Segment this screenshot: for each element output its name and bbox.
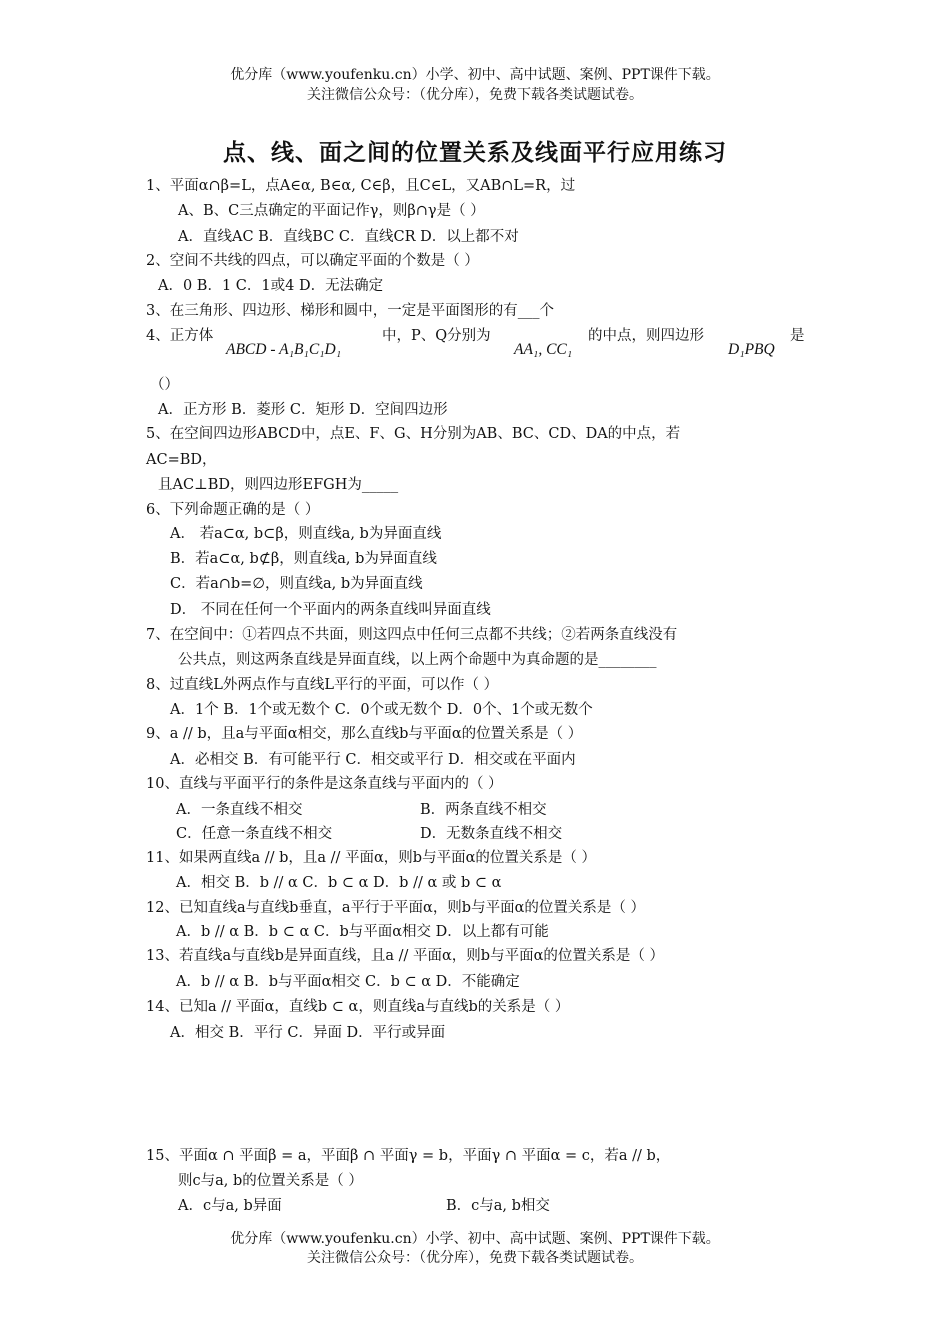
q4-math-edges: AA₁, CC₁ xyxy=(514,341,573,358)
q4-math-cube: ABCD - A₁B₁C₁D₁ xyxy=(226,341,342,358)
q11-text: 11、如果两直线a // b，且a // 平面α，则b与平面α的位置关系是（ ） xyxy=(146,850,596,866)
q13-text: 13、若直线a与直线b是异面直线，且a // 平面α，则b与平面α的位置关系是（ ） xyxy=(146,948,664,964)
q10-option-b: B．两条直线不相交 xyxy=(420,802,547,818)
header-line-1: 优分库（www.youfenku.cn）小学、初中、高中试题、案例、PPT课件下载。 xyxy=(230,67,720,83)
q13-options: A．b // α B．b与平面α相交 C．b ⊂ α D．不能确定 xyxy=(176,974,520,990)
footer-line-1: 优分库（www.youfenku.cn）小学、初中、高中试题、案例、PPT课件下载。 xyxy=(230,1231,720,1247)
q3-text: 3、在三角形、四边形、梯形和圆中，一定是平面图形的有___个 xyxy=(146,303,554,319)
q15-option-a: A．c与a, b异面 xyxy=(178,1198,282,1214)
q1-text-2: A、B、C三点确定的平面记作γ，则β∩γ是（ ） xyxy=(178,203,485,219)
q7-text-2: 公共点，则这两条直线是异面直线，以上两个命题中为真命题的是________ xyxy=(178,652,657,668)
q9-text: 9、a // b，且a与平面α相交，那么直线b与平面α的位置关系是（ ） xyxy=(146,726,583,742)
q4-text-d: 是 xyxy=(790,328,805,344)
q15-text-2: 则c与a, b的位置关系是（ ） xyxy=(178,1173,363,1189)
q6-option-b: B．若a⊂α, b⊄β，则直线a, b为异面直线 xyxy=(170,551,437,567)
q6-text: 6、下列命题正确的是（ ） xyxy=(146,502,320,518)
q10-option-a: A．一条直线不相交 xyxy=(176,802,303,818)
q10-option-c: C．任意一条直线不相交 xyxy=(176,826,333,842)
q9-options: A．必相交 B．有可能平行 C．相交或平行 D．相交或在平面内 xyxy=(170,752,576,768)
q1-text: 1、平面α∩β=L，点A∈α, B∈α, C∈β，且C∈L，又AB∩L=R，过 xyxy=(146,178,576,194)
q8-text: 8、过直线L外两点作与直线L平行的平面，可以作（ ） xyxy=(146,677,499,693)
q15-text: 15、平面α ∩ 平面β = a，平面β ∩ 平面γ = b，平面γ ∩ 平面α = c，若a // b， xyxy=(146,1148,671,1164)
q4-text-c: 的中点，则四边形 xyxy=(588,328,704,344)
q4-math-quad: D₁PBQ xyxy=(728,341,775,358)
q6-option-a: A． 若a⊂α, b⊂β，则直线a, b为异面直线 xyxy=(170,526,442,542)
q10-option-d: D．无数条直线不相交 xyxy=(420,826,563,842)
page-title: 点、线、面之间的位置关系及线面平行应用练习 xyxy=(223,140,727,166)
q8-options: A．1个 B．1个或无数个 C．0个或无数个 D．0个、1个或无数个 xyxy=(170,702,593,718)
q15-option-b: B．c与a, b相交 xyxy=(446,1198,550,1214)
q10-text: 10、直线与平面平行的条件是这条直线与平面内的（ ） xyxy=(146,776,503,792)
q6-option-d: D． 不同在任何一个平面内的两条直线叫异面直线 xyxy=(170,602,491,618)
q5-text-2: AC=BD， xyxy=(146,452,217,468)
q4-paren: （） xyxy=(150,377,179,393)
q2-options: A．0 B．1 C．1或4 D．无法确定 xyxy=(158,278,384,294)
q12-text: 12、已知直线a与直线b垂直，a平行于平面α，则b与平面α的位置关系是（ ） xyxy=(146,900,645,916)
q12-options: A．b // α B．b ⊂ α C．b与平面α相交 D．以上都有可能 xyxy=(176,924,549,940)
q14-options: A．相交 B．平行 C．异面 D．平行或异面 xyxy=(170,1025,446,1041)
footer-line-2: 关注微信公众号：（优分库），免费下载各类试题试卷。 xyxy=(307,1250,643,1266)
q4-text-a: 4、正方体 xyxy=(146,328,214,344)
q7-text: 7、在空间中：①若四点不共面，则这四点中任何三点都不共线；②若两条直线没有 xyxy=(146,627,678,643)
q14-text: 14、已知a // 平面α，直线b ⊂ α，则直线a与直线b的关系是（ ） xyxy=(146,999,570,1015)
q1-options: A．直线AC B．直线BC C．直线CR D．以上都不对 xyxy=(178,229,519,245)
q5-text-3: 且AC⊥BD，则四边形EFGH为_____ xyxy=(158,477,399,493)
q4-text-b: 中，P、Q分别为 xyxy=(382,328,491,344)
header-line-2: 关注微信公众号：（优分库），免费下载各类试题试卷。 xyxy=(307,87,643,103)
q6-option-c: C．若a∩b=∅，则直线a, b为异面直线 xyxy=(170,576,423,592)
q2-text: 2、空间不共线的四点，可以确定平面的个数是（ ） xyxy=(146,253,479,269)
q5-text: 5、在空间四边形ABCD中，点E、F、G、H分别为AB、BC、CD、DA的中点，若 xyxy=(146,426,681,442)
q11-options: A．相交 B．b // α C．b ⊂ α D．b // α 或 b ⊂ α xyxy=(176,875,502,891)
q4-options: A．正方形 B．菱形 C．矩形 D．空间四边形 xyxy=(158,402,448,418)
